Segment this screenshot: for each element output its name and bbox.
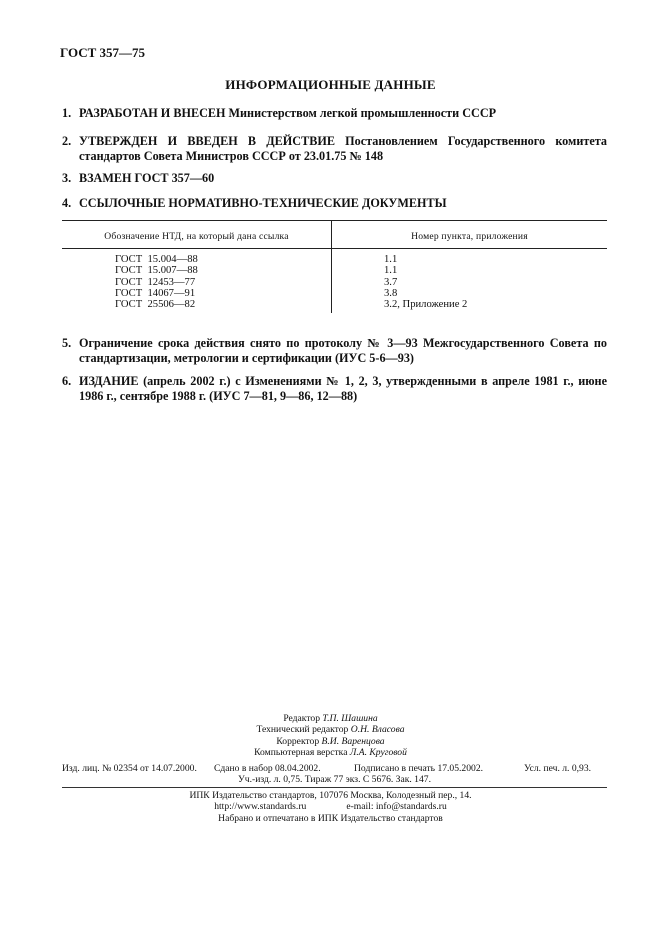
item-lead: ССЫЛОЧНЫЕ НОРМАТИВНО-ТЕХНИЧЕСКИЕ ДОКУМЕНТЫ (79, 196, 447, 210)
section-title: ИНФОРМАЦИОННЫЕ ДАННЫЕ (225, 77, 436, 92)
list-item-5 (62, 336, 607, 366)
credit-role: Технический редактор (256, 724, 349, 736)
item-number: 2. (62, 134, 72, 148)
edition-info: Уч.-изд. л. 0,75. Тираж 77 экз. С 5676. Зак. 147. (238, 774, 431, 785)
table-cell: ГОСТ 25506—82 (115, 299, 196, 311)
credit-line (0, 724, 661, 735)
list-item-3 (62, 171, 607, 186)
website-link[interactable]: http://www.standards.ru (214, 801, 307, 813)
item-number: 3. (62, 171, 72, 185)
footer-rule (62, 787, 607, 788)
list-item-1 (62, 106, 607, 121)
imprint-block (0, 790, 661, 824)
item-text: Министерством легкой промышленности СССР (225, 106, 497, 120)
credit-name: В.И. Варенцова (321, 735, 385, 747)
table-cell: ГОСТ 14067—91 (115, 287, 196, 299)
table-cell: ГОСТ 15.007—88 (115, 265, 198, 277)
document-code: ГОСТ 357—75 (60, 45, 146, 60)
table-column-designations (115, 254, 198, 310)
credit-role: Корректор (276, 735, 320, 747)
list-item-6 (62, 374, 607, 404)
item-lead: УТВЕРЖДЕН И ВВЕДЕН В ДЕЙСТВИЕ (79, 134, 335, 148)
credit-role: Компьютерная верстка (254, 746, 348, 758)
credits-block (0, 713, 661, 758)
credit-line (0, 713, 661, 724)
item-lead: ВЗАМЕН ГОСТ 357—60 (79, 171, 215, 185)
table-header-rule (62, 248, 607, 249)
table-cell: 1.1 (384, 254, 398, 265)
table-cell: 3.2, Приложение 2 (384, 299, 468, 311)
item-lead: РАЗРАБОТАН И ВНЕСЕН (79, 106, 226, 120)
imprint-printed: Набрано и отпечатано в ИПК Издательство стандартов (218, 812, 443, 824)
table-cell: 3.7 (384, 276, 398, 288)
item-lead: ИЗДАНИЕ (79, 374, 139, 388)
print-date: Подписано в печать 17.05.2002. (354, 763, 484, 774)
item-number: 5. (62, 336, 72, 350)
credit-line (0, 747, 661, 758)
item-text: Ограничение срока действия снято по протоколу № 3—93 Межгосударственного Совета по стандартизации, метрологии и сертификации (ИУС 5-6—93) (79, 336, 607, 365)
table-cell: 1.1 (384, 265, 398, 277)
table-top-rule (62, 220, 607, 221)
credit-role: Редактор (283, 713, 320, 724)
typeset-date: Сдано в набор 08.04.2002. (214, 763, 321, 774)
print-sheets: Усл. печ. л. 0,93. (524, 763, 592, 774)
item-text: (апрель 2002 г.) с Изменениями № 1, 2, 3, утвержденными в апреле 1981 г., июне 1986 г., сентябре 1988 г. (ИУС 7—81, 9—86, 12—88) (79, 374, 607, 403)
credit-line (0, 736, 661, 747)
credit-name: Т.П. Шашина (322, 713, 378, 724)
list-item-2 (62, 134, 607, 164)
credit-name: Л.А. Круговой (349, 746, 407, 758)
table-cell: 3.8 (384, 287, 398, 299)
publication-line-2 (62, 774, 607, 785)
item-text: Постановлением Государственного комитета стандартов Совета Министров СССР от 23.01.75 № 148 (79, 134, 607, 163)
table-header-designation: Обозначение НТД, на который дана ссылка (104, 231, 289, 242)
list-item-4 (62, 196, 607, 211)
imprint-contacts (0, 801, 661, 812)
item-number: 6. (62, 374, 72, 388)
item-number: 1. (62, 106, 72, 120)
email-link[interactable]: e-mail: info@standards.ru (346, 801, 447, 813)
credit-name: О.Н. Власова (350, 724, 405, 736)
table-cell: ГОСТ 12453—77 (115, 276, 196, 288)
table-header-clause: Номер пункта, приложения (411, 231, 528, 242)
table-cell: ГОСТ 15.004—88 (115, 254, 198, 265)
table-column-clauses (384, 254, 467, 310)
item-number: 4. (62, 196, 72, 210)
license-info: Изд. лиц. № 02354 от 14.07.2000. (62, 763, 197, 774)
imprint-address: ИПК Издательство стандартов, 107076 Москва, Колодезный пер., 14. (189, 790, 472, 801)
